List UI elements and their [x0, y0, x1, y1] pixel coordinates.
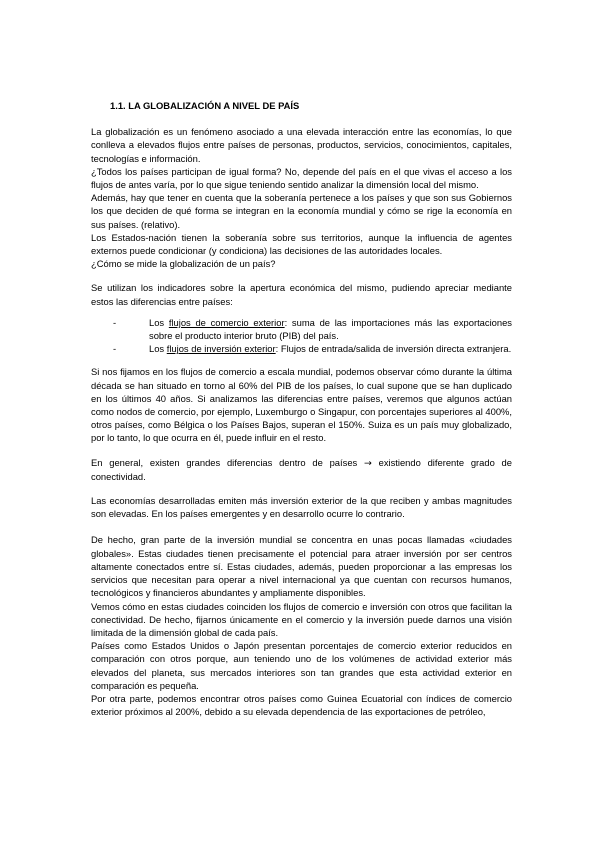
- bullet-term: flujos de inversión exterior: [166, 343, 276, 355]
- final-paragraph: Por otra parte, podemos encontrar otros países como Guinea Ecuatorial con índices de comercio exterior próximos al 200%, debido a su elevada dependencia de las exportaciones de petróleo,: [91, 692, 512, 718]
- final-block: [91, 533, 512, 718]
- intro-paragraph: ¿Cómo se mide la globalización de un país?: [91, 258, 276, 270]
- intro-paragraph: Además, hay que tener en cuenta que la soberanía pertenece a los países y que son sus Gobiernos los que deciden de qué forma se integran en la economía mundial y cómo se rige la economía en sus países. (relativo).: [91, 192, 512, 230]
- trade-paragraph: Si nos fijamos en los flujos de comercio a escala mundial, podemos observar cómo durante la última década se han situado en torno al 60% del PIB de los países, lo cual supone que se han duplicado en los últimos 40 años. Si analizamos las diferencias entre países, veremos que algunos actúan como nodos de comercio, por ejemplo, Luxemburgo o Singapur, con porcentajes superiores al 400%, otros países, como Bélgica o los Países Bajos, superan el 150%. Suiza es un país muy globalizado, por lo tanto, lo que ocurra en él, puede influir en el resto.: [91, 366, 512, 444]
- bullet-text: : suma de las importaciones más las exportaciones sobre el producto interior bruto (PIB) del país.: [149, 316, 512, 342]
- final-paragraph: De hecho, gran parte de la inversión mundial se concentra en unas pocas llamadas «ciudades globales». Estas ciudades tienen precisamente el potencial para atraer inversión por ser centros altamente conectados entre sí. Estas ciudades, además, pueden proporcionar a las empresas los servicios que necesitan para operar a nivel internacional ya que cuentan con recursos humanos, tecnológicos y financieros abundantes y ampliamente disponibles.: [91, 534, 512, 599]
- bullet-dash: -: [113, 316, 117, 328]
- bullet-prefix: Los: [149, 316, 169, 328]
- bullet-text: : Flujos de entrada/salida de inversión directa extranjera.: [275, 343, 512, 355]
- differences-paragraph: [91, 456, 512, 483]
- bullet-prefix: Los: [149, 343, 167, 355]
- indicators-intro: Se utilizan los indicadores sobre la apertura económica del mismo, pudiendo apreciar mediante estos las diferencias entre países:: [91, 282, 512, 307]
- list-item: [91, 342, 512, 355]
- section-heading: 1.1. LA GLOBALIZACIÓN A NIVEL DE PAÍS: [110, 100, 300, 111]
- intro-paragraph: ¿Todos los países participan de igual forma? No, depende del país en el que vivas el acceso a los flujos de antes varía, por lo que sigue teniendo sentido analizar la dimensión local del mismo.: [91, 165, 512, 191]
- bullet-term: flujos de comercio exterior: [168, 316, 285, 328]
- indicators-list: [91, 316, 512, 356]
- final-paragraph: Países como Estados Unidos o Japón presentan porcentajes de comercio exterior reducidos en comparación con otros porque, aun teniendo uno de los volúmenes de actividad exterior más elevados del planeta, sus mercados interiores son tan grandes que esta actividad exterior en comparación es pequeña.: [91, 640, 512, 691]
- intro-block: [91, 125, 512, 270]
- developed-paragraph: Las economías desarrolladas emiten más inversión exterior de la que reciben y ambas magnitudes son elevadas. En los países emergentes y en desarrollo ocurre lo contrario.: [91, 495, 512, 520]
- differences-text-after: existiendo diferente grado de conectividad.: [91, 456, 512, 482]
- final-paragraph: Vemos cómo en estas ciudades coinciden los flujos de comercio e inversión con otros que facilitan la conectividad. De hecho, fijarnos únicamente en el comercio y la inversión puede darnos una visión limitada de la dimensión global de cada país.: [91, 600, 512, 638]
- bullet-dash: -: [113, 343, 117, 355]
- differences-text-before: En general, existen grandes diferencias dentro de países: [91, 456, 364, 468]
- document-body: [91, 99, 512, 718]
- intro-paragraph: La globalización es un fenómeno asociado a una elevada interacción entre las economías, lo que conlleva a elevados flujos entre países de personas, productos, servicios, conocimientos, capitales, tecnologías e información.: [91, 126, 512, 164]
- list-item: [91, 316, 512, 342]
- right-arrow-icon: →: [363, 457, 372, 469]
- intro-paragraph: Los Estados-nación tienen la soberanía sobre sus territorios, aunque la influencia de agentes externos puede condicionar (y condiciona) las decisiones de las autoridades locales.: [91, 231, 512, 257]
